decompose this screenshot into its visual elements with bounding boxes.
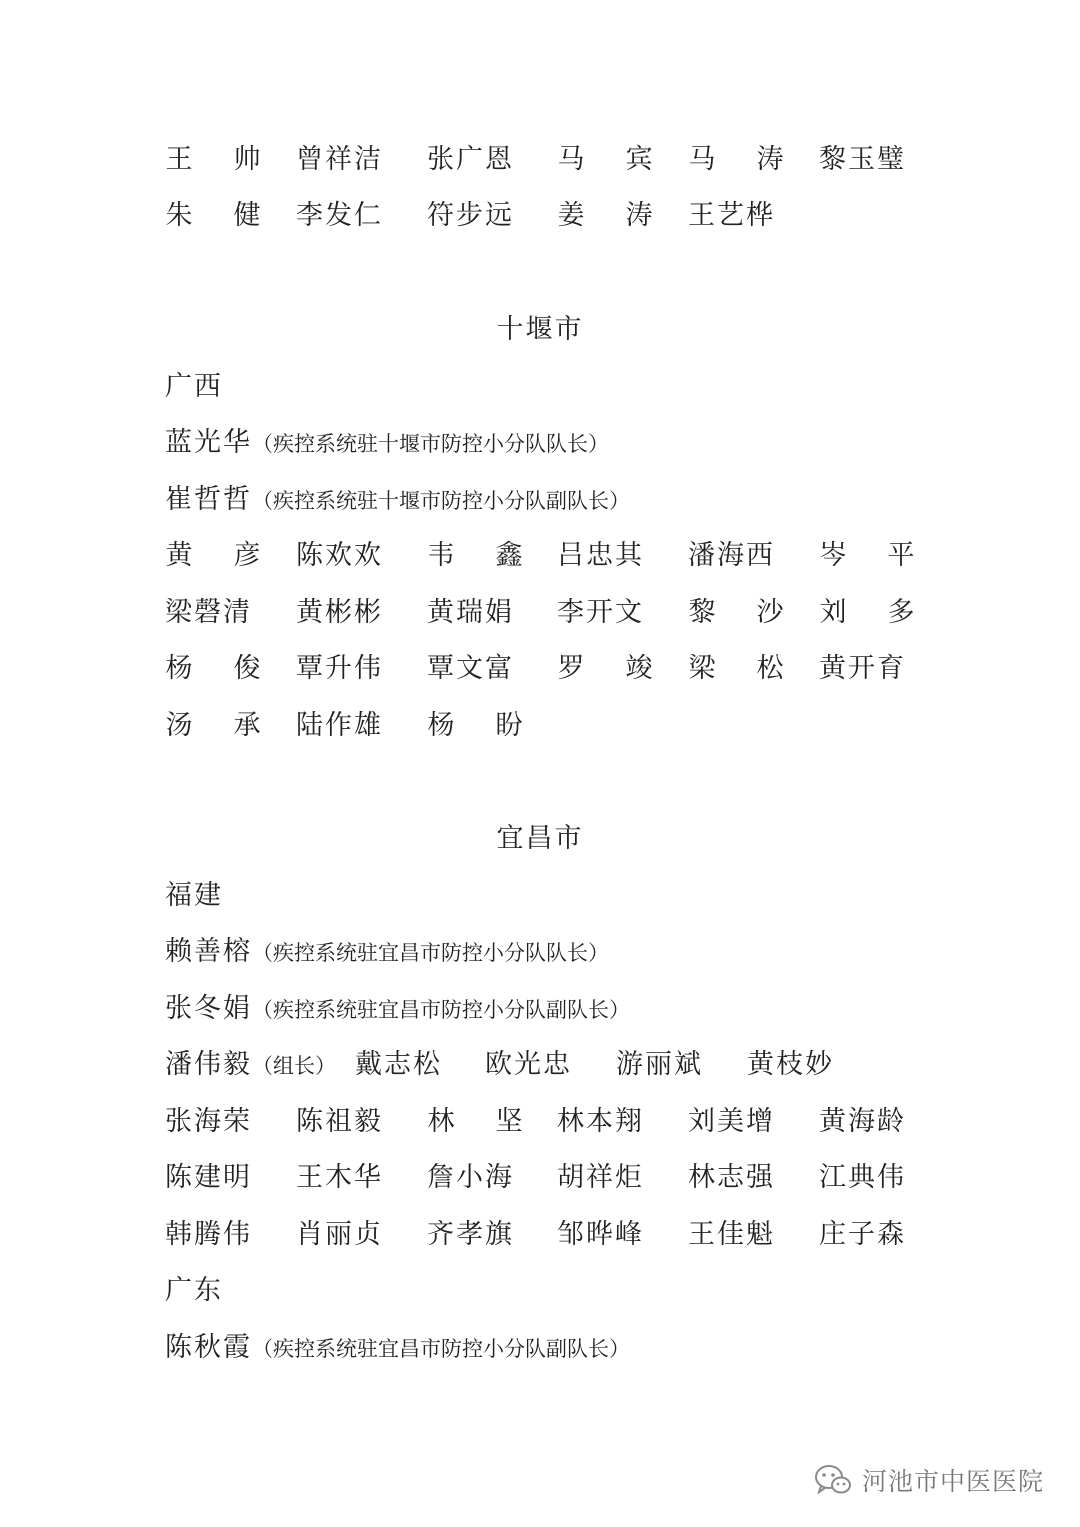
member-name: 黄 彦 [165, 540, 261, 571]
member-name: 林 坚 [427, 1106, 523, 1137]
leader-line [165, 932, 960, 972]
leader-name: 崔哲哲 [165, 484, 252, 515]
member-name: 王木华 [296, 1162, 383, 1193]
watermark [814, 1458, 1044, 1502]
member-name: 戴志松 [355, 1049, 442, 1080]
member-name: 符步远 [427, 200, 514, 231]
province-heading: 广西 [165, 371, 223, 402]
member-name: 肖丽贞 [296, 1219, 383, 1250]
member-name: 邹晔峰 [557, 1219, 644, 1250]
province-heading: 福建 [165, 880, 223, 911]
leader-name: 张冬娟 [165, 993, 252, 1024]
member-name: 罗 竣 [557, 653, 653, 684]
member-name: 黄彬彬 [296, 597, 383, 628]
member-name: 韩腾伟 [165, 1219, 252, 1250]
member-name: 韦 鑫 [427, 540, 523, 571]
leader-role: （疾控系统驻十堰市防控小分队队长） [252, 432, 609, 456]
member-name: 林本翔 [557, 1106, 644, 1137]
member-name: 王 帅 [165, 144, 261, 175]
member-name: 张广恩 [427, 144, 514, 175]
member-name: 胡祥炬 [557, 1162, 644, 1193]
group-leader-name: 潘伟毅 [165, 1049, 252, 1080]
leader-line [165, 1328, 960, 1368]
group-leader-role: （组长） [252, 1054, 336, 1078]
member-name: 刘 多 [819, 597, 915, 628]
name-row [165, 196, 960, 236]
member-name: 覃升伟 [296, 653, 383, 684]
member-name: 姜 涛 [557, 200, 653, 231]
member-name: 詹小海 [427, 1162, 514, 1193]
leader-name: 蓝光华 [165, 427, 252, 458]
leader-role: （疾控系统驻宜昌市防控小分队队长） [252, 941, 609, 965]
member-name: 杨 俊 [165, 653, 261, 684]
city-heading: 十堰市 [496, 314, 584, 345]
member-name: 林志强 [688, 1162, 775, 1193]
member-name: 汤 承 [165, 710, 261, 741]
leader-role: （疾控系统驻宜昌市防控小分队副队长） [252, 1337, 630, 1361]
member-name: 陈祖毅 [296, 1106, 383, 1137]
name-row [165, 1215, 960, 1255]
member-name: 王佳魁 [688, 1219, 775, 1250]
member-name: 黎 沙 [688, 597, 784, 628]
name-row [165, 1102, 960, 1142]
name-row [165, 706, 960, 746]
member-name: 潘海西 [688, 540, 775, 571]
member-name: 陈欢欢 [296, 540, 383, 571]
member-name: 黄海龄 [819, 1106, 906, 1137]
member-name: 王艺桦 [688, 200, 775, 231]
member-name: 岑 平 [819, 540, 915, 571]
member-name: 齐孝旗 [427, 1219, 514, 1250]
member-name: 吕忠其 [557, 540, 644, 571]
group-leader [165, 1045, 336, 1086]
leader-line [165, 423, 960, 463]
city-heading: 宜昌市 [496, 823, 584, 854]
member-name: 游丽斌 [616, 1049, 703, 1080]
group-leader-row [165, 1045, 960, 1085]
name-row [165, 536, 960, 576]
leader-line [165, 480, 960, 520]
name-row [165, 140, 960, 180]
watermark-text: 河池市中医医院 [861, 1467, 1044, 1496]
member-name: 杨 盼 [427, 710, 523, 741]
member-name: 马 宾 [557, 144, 653, 175]
leader-name: 陈秋霞 [165, 1332, 252, 1363]
province-heading: 广东 [165, 1275, 223, 1306]
member-name: 欧光忠 [485, 1049, 572, 1080]
member-name: 马 涛 [688, 144, 784, 175]
name-row [165, 593, 960, 633]
member-name: 黄开育 [819, 653, 906, 684]
member-name: 陆作雄 [296, 710, 383, 741]
member-name: 覃文富 [427, 653, 514, 684]
wechat-icon [814, 1463, 852, 1497]
member-name: 曾祥洁 [296, 144, 383, 175]
leader-role: （疾控系统驻宜昌市防控小分队副队长） [252, 998, 630, 1022]
member-name: 梁磬清 [165, 597, 252, 628]
member-name: 梁 松 [688, 653, 784, 684]
name-row [165, 1158, 960, 1198]
member-name: 黄瑞娟 [427, 597, 514, 628]
member-name: 江典伟 [819, 1162, 906, 1193]
leader-name: 赖善榕 [165, 936, 252, 967]
leader-role: （疾控系统驻十堰市防控小分队副队长） [252, 489, 630, 513]
member-name: 庄子森 [819, 1219, 906, 1250]
member-name: 黄枝妙 [747, 1049, 834, 1080]
member-name: 张海荣 [165, 1106, 252, 1137]
member-name: 陈建明 [165, 1162, 252, 1193]
member-name: 李开文 [557, 597, 644, 628]
member-name: 刘美增 [688, 1106, 775, 1137]
member-name: 朱 健 [165, 200, 261, 231]
name-row [165, 649, 960, 689]
member-name: 李发仁 [296, 200, 383, 231]
leader-line [165, 989, 960, 1029]
member-name: 黎玉璧 [819, 144, 906, 175]
